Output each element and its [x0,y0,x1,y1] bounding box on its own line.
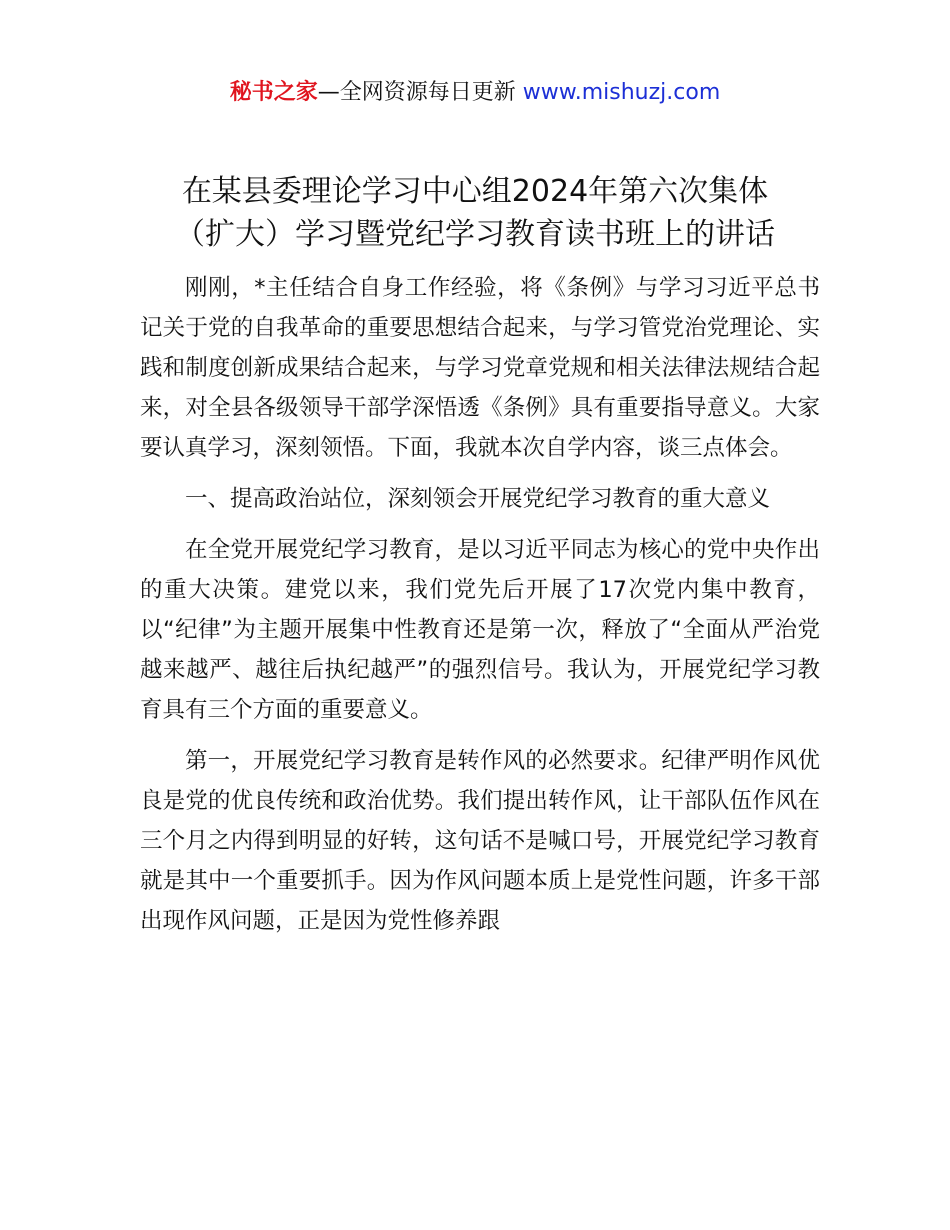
section-heading-one: 一、提高政治站位，深刻领会开展党纪学习教育的重大意义 [185,486,771,512]
body-paragraph-significance: 在全党开展党纪学习教育，是以习近平同志为核心的党中央作出的重大决策。建党以来，我们党先后开展了17次党内集中教育，以“纪律”为主题开展集中性教育还是第一次，释放了“全面从严治党越来越严、越往后执纪越严”的强烈信号。我认为，开展党纪学习教育具有三个方面的重要意义。 [140,537,820,723]
site-url: www.mishuzj.com [522,80,721,105]
document-header [0,78,950,108]
title-line-1: 在某县委理论学习中心组2024年第六次集体 [181,174,769,209]
document-body [140,268,820,952]
header-tagline: —全网资源每日更新 [317,80,523,105]
title-line-2: （扩大）学习暨党纪学习教育读书班上的讲话 [175,217,775,252]
document-title [60,170,890,256]
brand-name: 秘书之家 [229,80,318,105]
body-paragraph-intro: 刚刚，*主任结合自身工作经验，将《条例》与学习习近平总书记关于党的自我革命的重要思想结合起来，与学习管党治党理论、实践和制度创新成果结合起来，与学习党章党规和相关法律法规结合起来，对全县各级领导干部学深悟透《条例》具有重要指导意义。大家要认真学习，深刻领悟。下面，我就本次自学内容，谈三点体会。 [140,275,820,461]
body-paragraph-first-point: 第一，开展党纪学习教育是转作风的必然要求。纪律严明作风优良是党的优良传统和政治优势。我们提出转作风，让干部队伍作风在三个月之内得到明显的好转，这句话不是喊口号，开展党纪学习教育就是其中一个重要抓手。因为作风问题本质上是党性问题，许多干部出现作风问题，正是因为党性修养跟 [140,748,820,934]
